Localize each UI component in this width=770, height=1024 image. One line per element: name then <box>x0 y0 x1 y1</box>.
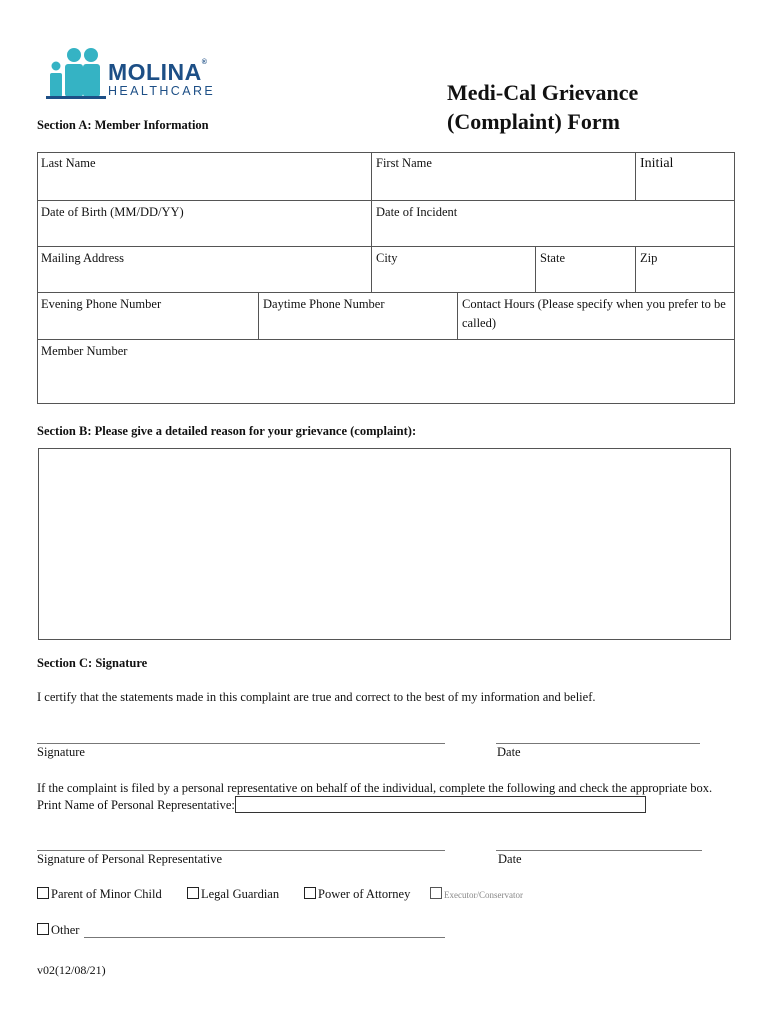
option-guardian[interactable] <box>187 887 279 902</box>
daytime-phone-label: Daytime Phone Number <box>263 297 385 311</box>
mailing-address-field[interactable] <box>37 246 372 293</box>
rep-date-line[interactable] <box>496 850 702 851</box>
section-b-heading: Section B: Please give a detailed reason for your grievance (complaint): <box>37 424 417 438</box>
other-specify-line[interactable] <box>84 937 445 938</box>
signature-label: Signature <box>37 745 85 759</box>
version-number: v02(12/08/21) <box>37 963 106 977</box>
evening-phone-field[interactable] <box>37 292 259 340</box>
option-parent[interactable] <box>37 887 162 902</box>
zip-field[interactable] <box>635 246 735 293</box>
dob-label: Date of Birth (MM/DD/YY) <box>41 205 184 219</box>
option-other-label: Other <box>51 923 80 937</box>
date-label: Date <box>497 745 521 759</box>
member-info-table <box>37 152 735 404</box>
date-incident-field[interactable] <box>371 200 735 247</box>
first-name-field[interactable] <box>371 152 636 200</box>
last-name-field[interactable] <box>37 152 372 200</box>
state-field[interactable] <box>535 246 636 293</box>
first-name-label: First Name <box>376 156 432 170</box>
option-attorney-label: Power of Attorney <box>318 887 411 901</box>
rep-signature-line[interactable] <box>37 850 445 851</box>
representative-instructions: If the complaint is filed by a personal representative on behalf of the individual, complete the following and check the appropriate box. <box>37 781 713 795</box>
checkbox-icon[interactable] <box>37 923 49 935</box>
initial-label: Initial <box>640 156 674 171</box>
option-parent-label: Parent of Minor Child <box>51 887 162 901</box>
section-a-heading: Section A: Member Information <box>37 118 209 132</box>
form-title-line1: Medi-Cal Grievance <box>447 80 639 105</box>
logo-wordmark: MOLINA® <box>108 59 208 85</box>
state-label: State <box>540 251 565 265</box>
logo-subtitle: HEALTHCARE <box>108 84 216 98</box>
checkbox-icon[interactable] <box>187 887 199 899</box>
dob-field[interactable] <box>37 200 372 247</box>
rep-signature-label: Signature of Personal Representative <box>37 852 223 866</box>
checkbox-icon[interactable] <box>430 887 442 899</box>
initial-field[interactable] <box>635 152 735 200</box>
mailing-address-label: Mailing Address <box>41 251 124 265</box>
city-field[interactable] <box>371 246 536 293</box>
option-attorney[interactable] <box>304 887 410 902</box>
grievance-reason-textarea[interactable] <box>38 448 731 640</box>
member-number-field[interactable] <box>37 339 735 404</box>
molina-logo <box>46 46 226 102</box>
date-incident-label: Date of Incident <box>376 205 458 219</box>
option-guardian-label: Legal Guardian <box>201 887 280 901</box>
rep-date-label: Date <box>498 852 522 866</box>
option-other[interactable] <box>37 923 79 938</box>
checkbox-icon[interactable] <box>37 887 49 899</box>
signature-line[interactable] <box>37 743 445 744</box>
daytime-phone-field[interactable] <box>258 292 458 340</box>
form-title <box>447 78 747 136</box>
date-line[interactable] <box>496 743 700 744</box>
option-executor-label: Executor/Conservator <box>444 890 523 900</box>
last-name-label: Last Name <box>41 156 96 170</box>
section-c-heading: Section C: Signature <box>37 656 148 670</box>
city-label: City <box>376 251 398 265</box>
form-title-line2: (Complaint) Form <box>447 109 620 134</box>
representative-name-input[interactable] <box>235 796 646 813</box>
option-executor[interactable] <box>430 887 523 900</box>
member-number-label: Member Number <box>41 344 128 358</box>
contact-hours-field[interactable] <box>457 292 735 340</box>
checkbox-icon[interactable] <box>304 887 316 899</box>
people-logo-icon <box>46 46 106 102</box>
print-name-label: Print Name of Personal Representative: <box>37 798 235 812</box>
certify-statement: I certify that the statements made in this complaint are true and correct to the best of my information and belief. <box>37 690 596 704</box>
zip-label: Zip <box>640 251 658 265</box>
evening-phone-label: Evening Phone Number <box>41 297 162 311</box>
contact-hours-label: Contact Hours (Please specify when you prefer to be called) <box>462 297 726 330</box>
